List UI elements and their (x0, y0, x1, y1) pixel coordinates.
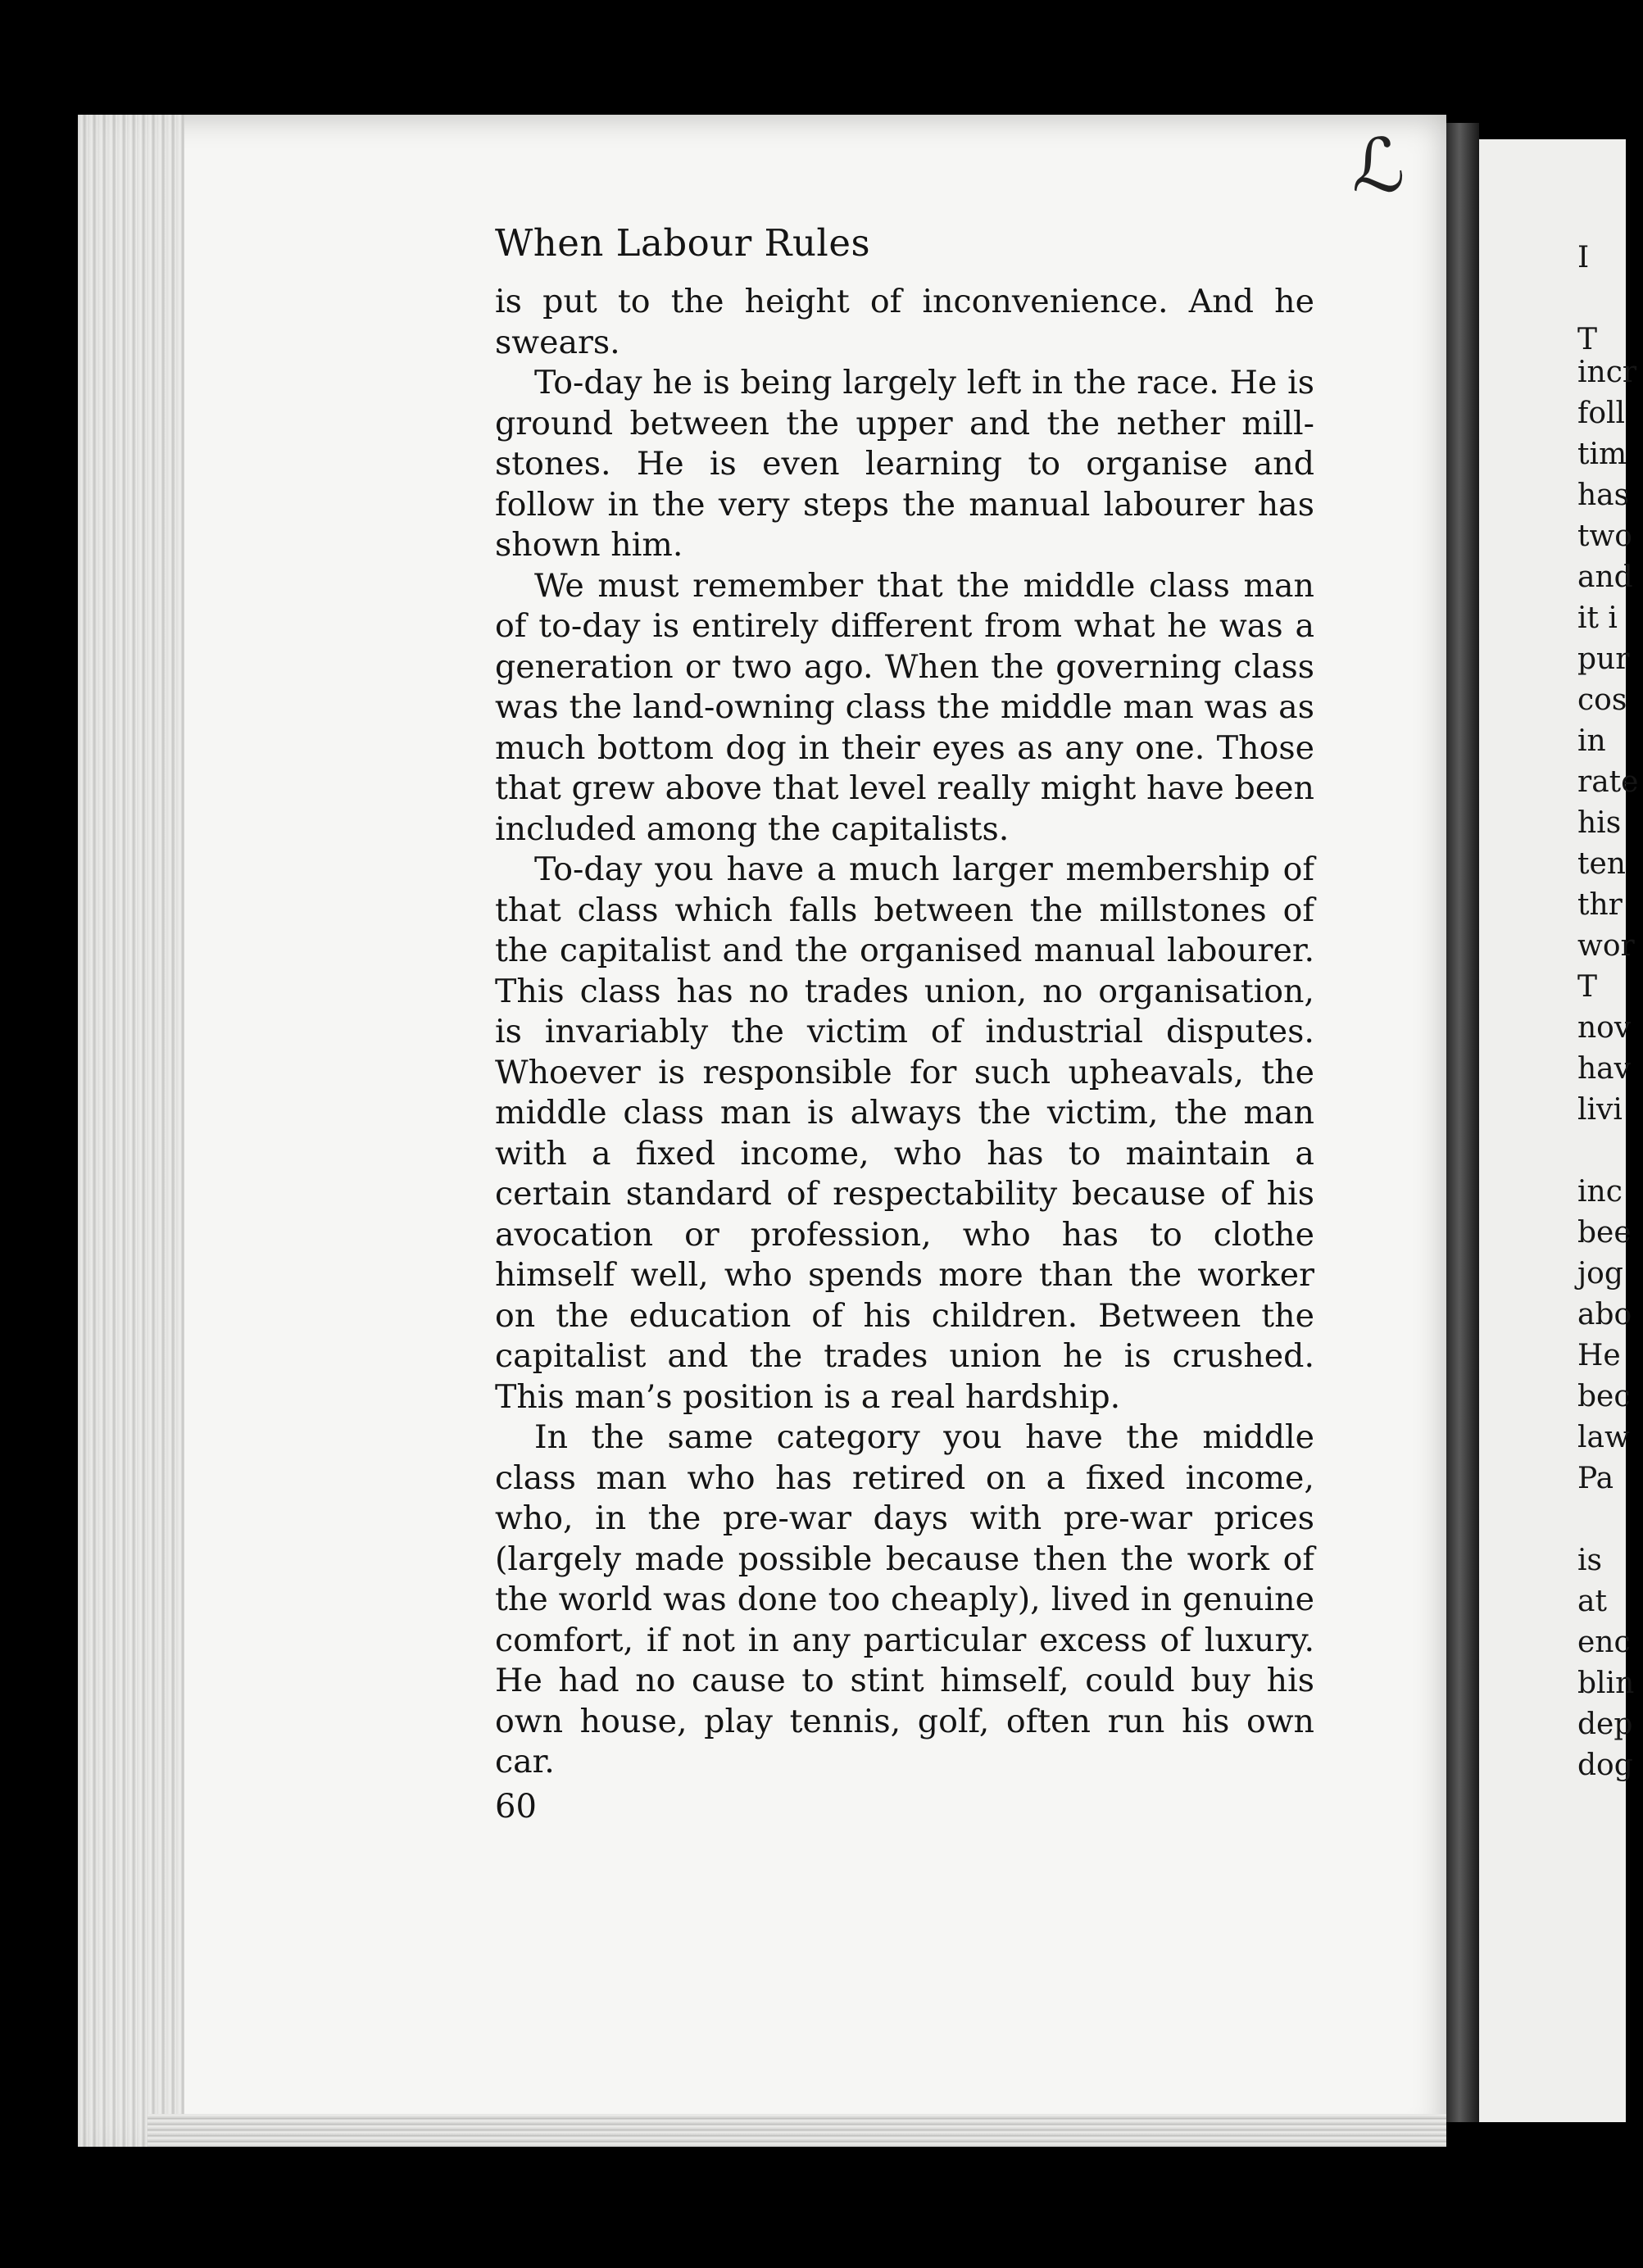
right-page-fragment: is (1577, 1544, 1602, 1577)
right-page-fragment: incr (1577, 356, 1637, 389)
right-page-fragment: wor (1577, 929, 1635, 963)
right-page-fragment: at (1577, 1585, 1607, 1618)
right-page-fragment: foll (1577, 397, 1626, 430)
right-page-fragment: dog (1577, 1749, 1633, 1782)
page-text-block (495, 220, 1314, 1827)
paragraph: To-day you have a much larger membership of that class which falls between the millstones of the capitalist and the organised manual labourer. This class has no trades union, no organisation, is invariably the victim of industrial disputes. Whoever is responsible for such upheavals, the middle class man is always the victim, the man with a fixed income, who has to maintain a certain standard of respectability because of his avocation or profession, who has to clothe himself well, who spends more than the worker on the education of his children. Between the capitalist and the trades union he is crushed. This man’s position is a real hardship. (495, 850, 1314, 1416)
right-page-fragment: in (1577, 724, 1606, 758)
right-page-fragment: jog (1577, 1257, 1623, 1290)
right-page-fragment: his (1577, 806, 1622, 840)
right-page-fragment: enc (1577, 1626, 1631, 1659)
book-gutter (1446, 123, 1479, 2122)
right-page-fragment: inc (1577, 1175, 1623, 1209)
right-page-fragment: cos (1577, 683, 1627, 717)
right-page-fragment: bee (1577, 1216, 1632, 1250)
body-text (495, 282, 1314, 1783)
right-page-fragment: livi (1577, 1093, 1623, 1127)
paragraph: We must remember that the middle class man of to-day is entirely different from what he was a generation or two ago. When the governing class was the land-owning class the middle man was as much bottom dog in their eyes as any one. Those that grew above that level really might have been included among the capitalists. (495, 566, 1314, 848)
page-stack-edges (78, 115, 184, 2147)
page-number: 60 (495, 1787, 537, 1826)
right-page-fragment: and (1577, 560, 1633, 594)
right-page-fragment: pur (1577, 642, 1630, 676)
right-page-fragment: nov (1577, 1011, 1632, 1045)
right-page-fragment: dep (1577, 1708, 1633, 1741)
right-page-fragment: T (1577, 970, 1598, 1004)
right-page-fragment: has (1577, 479, 1630, 512)
right-page-fragment: T (1577, 323, 1598, 356)
right-page-fragment: ten (1577, 847, 1626, 881)
right-page-fragment: thr (1577, 888, 1623, 922)
paragraph: In the same category you have the middle class man who has retired on a fixed income, who, in the pre-war days with pre-war prices (largely made possible because then the work of the world was done too cheaply), lived in genuine comfort, if not in any particular excess of luxury. He had no cause to stint himself, could buy his own house, play tennis, golf, often run his own car. (495, 1418, 1314, 1780)
right-page-fragment: Pa (1577, 1462, 1614, 1495)
pencil-margin-mark: ℒ (1352, 123, 1405, 209)
right-page-fragment: two (1577, 519, 1632, 553)
right-page-fragment: law (1577, 1421, 1630, 1454)
paragraph: To-day he is being largely left in the race. He is ground between the upper and the nether mill-stones. He is even learning to organise and follow in the very steps the manual labourer has shown him. (495, 364, 1314, 564)
right-page-fragment: it i (1577, 601, 1618, 635)
running-head: When Labour Rules (495, 221, 871, 265)
page-bottom-edges (148, 2114, 1446, 2147)
right-page-fragment: tim (1577, 438, 1627, 471)
right-page-fragment: blin (1577, 1667, 1635, 1700)
right-page-fragment: I (1577, 241, 1590, 274)
right-page-fragment: rate (1577, 765, 1639, 799)
right-page-fragment: hav (1577, 1052, 1631, 1086)
right-page-fragment: bec (1577, 1380, 1631, 1413)
right-page-fragment: He (1577, 1339, 1621, 1372)
right-page-fragment: abo (1577, 1298, 1632, 1331)
paragraph: is put to the height of inconvenience. And he swears. (495, 283, 1314, 361)
